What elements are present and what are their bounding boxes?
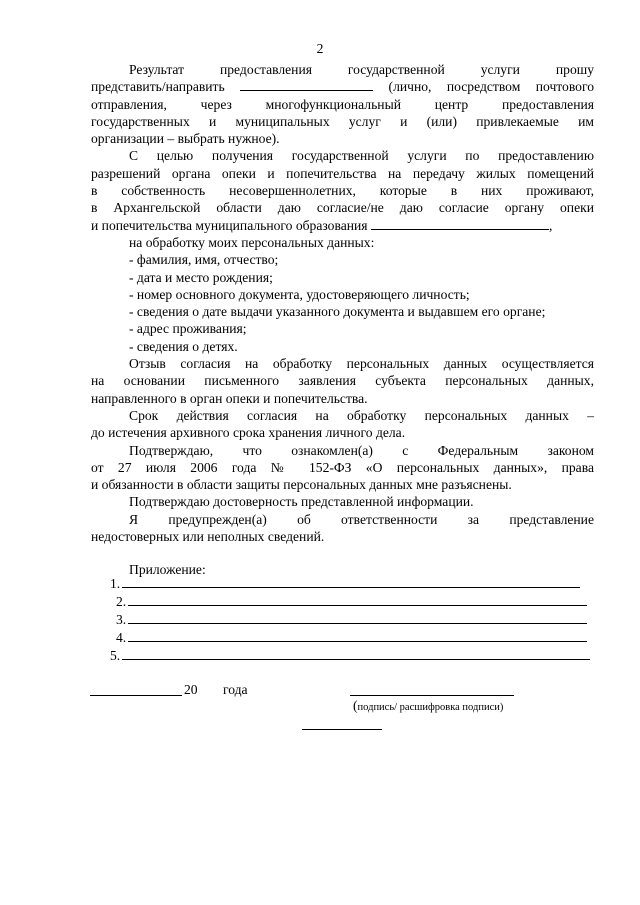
signature-caption-paren: ( [353, 698, 358, 713]
confirm-line: Подтверждаю, что ознакомлен(а) с Федеральным законом [129, 442, 594, 458]
year-word: года [223, 682, 248, 697]
revoke-line: Отзыв согласия на обработку персональных данных осуществляется [129, 356, 594, 372]
result-line [91, 78, 594, 95]
annex-item-number: 5. [110, 648, 121, 663]
paragraph-revoke [91, 355, 594, 407]
consent-line: в Архангельской области даю согласие/не даю согласие органу опеки [91, 200, 594, 216]
annex-item-number: 4. [116, 630, 127, 645]
signature-blank[interactable] [350, 695, 514, 696]
list-item: - фамилия, имя, отчество; [129, 252, 279, 268]
term-line: Срок действия согласия на обработку персональных данных – [129, 407, 594, 423]
consent-line-text: , [548, 217, 553, 233]
annex-item-blank[interactable] [122, 647, 590, 660]
result-line-text: представить/направить [91, 79, 225, 95]
confirm-line: и обязанности в области защиты персональных данных мне разъяснены. [91, 477, 512, 493]
document-body [91, 61, 594, 545]
paragraph-confirm [91, 442, 594, 494]
signature-caption-text: подпись/ расшифровка подписи) [357, 702, 504, 713]
page-number: 2 [316, 41, 324, 56]
annex-item-blank[interactable] [128, 593, 587, 606]
revoke-line: направленного в орган опеки и попечительства. [91, 390, 368, 406]
municipality-blank[interactable] [371, 217, 549, 230]
list-item: - дата и место рождения; [129, 269, 273, 285]
paragraph-result [91, 61, 594, 147]
consent-line: С целью получения государственной услуги по предоставлению [129, 148, 594, 164]
result-line-text: (лично, посредством почтового [388, 79, 594, 95]
reliability-line: Подтверждаю достоверность представленной информации. [129, 494, 474, 510]
signature-caption [353, 699, 503, 714]
consent-line-text: и попечительства муниципального образования [91, 217, 368, 233]
paragraph-warned [91, 511, 594, 546]
result-line: отправления, через многофункциональный центр предоставления [91, 96, 594, 112]
annex-item-number: 2. [116, 594, 127, 609]
list-item: - сведения о дате выдачи указанного документа и выдавшем его органе; [129, 304, 546, 320]
delivery-method-blank[interactable] [240, 78, 373, 91]
annex-item-number: 3. [116, 612, 127, 627]
confirm-line: от 27 июля 2006 года № 152-ФЗ «О персональных данных», права [91, 459, 594, 475]
term-line: до истечения архивного срока хранения личного дела. [91, 425, 406, 441]
personal-data-list [91, 251, 594, 355]
revoke-line: на основании письменного заявления субъекта персональных данных, [91, 373, 594, 389]
consent-line [91, 217, 594, 234]
paragraph-term [91, 407, 594, 442]
result-line: Результат предоставления государственной услуги прошу [129, 62, 594, 77]
list-item: - адрес проживания; [129, 321, 247, 337]
annex-item-blank[interactable] [128, 629, 587, 642]
consent-line: разрешений органа опеки и попечительства на передачу жилых помещений [91, 165, 594, 181]
consent-line: в собственность несовершеннолетних, которые в них проживают, [91, 183, 594, 199]
year-prefix: 20 [184, 682, 198, 697]
date-blank[interactable] [90, 695, 182, 696]
warned-line: Я предупрежден(а) об ответственности за представление [129, 511, 594, 527]
annex-title: Приложение: [129, 562, 206, 577]
consent-line: на обработку моих персональных данных: [129, 234, 375, 250]
warned-line: недостоверных или неполных сведений. [91, 529, 325, 545]
annex-item-blank[interactable] [128, 611, 587, 624]
list-item: - сведения о детях. [129, 338, 238, 354]
result-line: государственных и муниципальных услуг и (или) привлекаемые им [91, 113, 594, 129]
list-item: - номер основного документа, удостоверяющего личность; [129, 286, 470, 302]
closing-divider [302, 729, 382, 730]
annex-item-blank[interactable] [122, 575, 580, 588]
annex-item-number: 1. [110, 576, 121, 591]
paragraph-consent [91, 147, 594, 251]
result-line: организации – выбрать нужное). [91, 131, 280, 147]
